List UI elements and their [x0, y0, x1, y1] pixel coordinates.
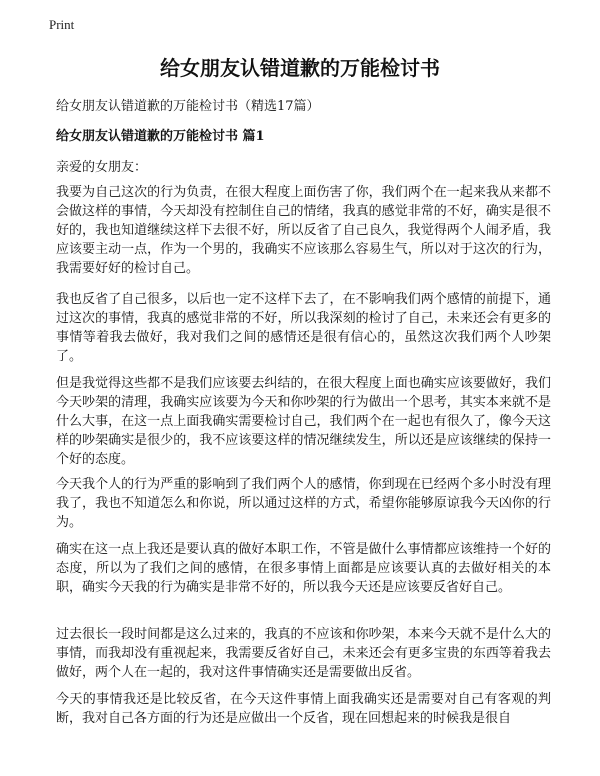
print-link[interactable]: Print: [49, 17, 75, 32]
section-heading: 给女朋友认错道歉的万能检讨书 篇1: [56, 129, 265, 144]
document-subtitle: 给女朋友认错道歉的万能检讨书（精选17篇）: [56, 99, 320, 114]
paragraph-2: 我也反省了自己很多，以后也一定不这样下去了，在不影响我们两个感情的前提下，通过这次的事情，我真的感觉非常的不好，所以我深刻的检讨了自己，未来还会有更多的事情等着我去做好，我对我们之间的感情还是很有信心的，虽然这次我们两个人吵架了。: [56, 292, 551, 364]
paragraph-5: 确实在这一点上我还是要认真的做好本职工作，不管是做什么事情都应该维持一个好的态度，所以为了我们之间的感情，在很多事情上面都是应该要认真的去做好相关的本职，确实今天我的行为确实是非常不好的，所以我今天还是应该要反省好自己。: [56, 542, 551, 595]
paragraph-1: 我要为自己这次的行为负责，在很大程度上面伤害了你，我们两个在一起来我从来都不会做这样的事情，今天却没有控制住自己的情绪，我真的感觉非常的不好，确实是很不好的，我也知道继续这样下去很不好，所以反省了自己良久，我觉得两个人闹矛盾，我应该要主动一点，作为一个男的，我确实不应该那么容易生气，所以对于这次的行为，我需要好好的检讨自己。: [56, 185, 551, 276]
paragraph-4: 今天我个人的行为严重的影响到了我们两个人的感情，你到现在已经两个多小时没有理我了，我也不知道怎么和你说，所以通过这样的方式，希望你能够原谅我今天凶你的行为。: [56, 477, 551, 530]
paragraph-6: 过去很长一段时间都是这么过来的，我真的不应该和你吵架，本来今天就不是什么大的事情，而我却没有重视起来，我需要反省好自己，未来还会有更多宝贵的东西等着我去做好，两个人在一起的，我对这件事情确实还是需要做出反省。: [56, 627, 551, 680]
paragraph-3: 但是我觉得这些都不是我们应该要去纠结的，在很大程度上面也确实应该要做好，我们今天吵架的清理，我确实应该要为今天和你吵架的行为做出一个思考，其实本来就不是什么大事，在这一点上面我确实需要检讨自己，我们两个在一起也有很久了，像今天这样的吵架确实是很少的，我不应该要这样的情况继续发生，所以还是应该继续的保持一个好的态度。: [56, 376, 551, 467]
salutation: 亲爱的女朋友：: [56, 160, 148, 175]
document-title: 给女朋友认错道歉的万能检讨书: [160, 56, 440, 80]
paragraph-7: 今天的事情我还是比较反省，在今天这件事情上面我确实还是需要对自己有客观的判断，我对自己各方面的行为还是应做出一个反省，现在回想起来的时候我是很自: [56, 692, 551, 726]
